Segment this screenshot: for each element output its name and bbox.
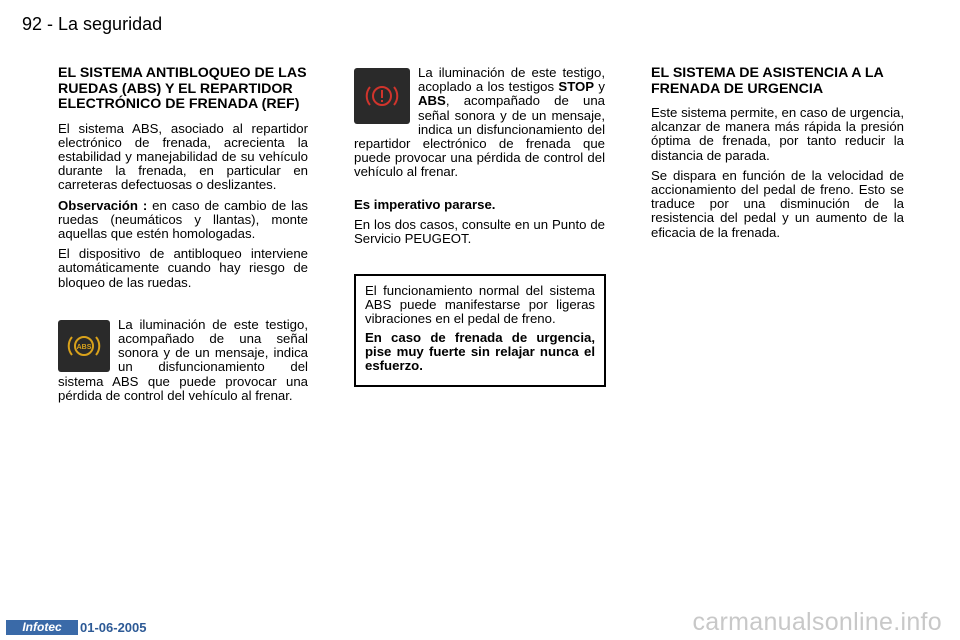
brake-assist-title: EL SISTEMA DE ASISTENCIA A LA FRENADA DE URGENCIA xyxy=(651,65,884,97)
ref-paragraph-2: Es imperativo pararse. xyxy=(354,196,496,212)
footer-date: 01-06-2005 xyxy=(80,620,147,635)
abs-paragraph-1: El sistema ABS, asociado al repartidor electrónico de frenada, acrecienta la estabilidad y manejabilidad de su vehículo durante la frenada, en particular en carreteras defectuosas o deslizantes. xyxy=(58,120,308,193)
observation-label: Observación : xyxy=(58,197,148,213)
abs-paragraph-3: El dispositivo de antibloqueo interviene automáticamente cuando hay riesgo de bloqueo de las ruedas. xyxy=(58,246,308,290)
abs-section xyxy=(58,66,308,409)
abs-paragraph-4: La iluminación de este testigo, acompañado de una señal sonora y de un mensaje, indica un disfuncionamiento del sistema ABS que puede provocar una pérdida de control del vehículo al frenar. xyxy=(58,316,308,403)
ref-paragraph-1: La iluminación de este testigo, acoplado a los testigos STOP y ABS, acompañado de una señal sonora y de un mensaje, indica un disfuncionamiento del repartidor electrónico de frenada que puede provocar una pérdida de control del vehículo al frenar. xyxy=(354,65,605,180)
ref-warning-block xyxy=(354,66,605,180)
brake-assist-section xyxy=(651,66,904,246)
page-title: 92 - La seguridad xyxy=(22,14,163,34)
abs-section-title: EL SISTEMA ANTIBLOQUEO DE LAS RUEDAS (ABS) Y EL REPARTIDOR ELECTRÓNICO DE FRENADA (REF) xyxy=(58,65,307,112)
infotec-badge: Infotec xyxy=(6,620,78,635)
abs-warning-icon xyxy=(58,320,110,372)
brake-assist-paragraph-1: Este sistema permite, en caso de urgencia, alcanzar de manera más rápida la presión óptima de frenada, por tanto reducir la distancia de parada. xyxy=(651,105,904,163)
observation-text: en caso de cambio de las ruedas (neumáticos y llantas), monte aquellas que estén homologadas. xyxy=(58,197,309,241)
note-box xyxy=(354,274,606,387)
brake-warning-icon xyxy=(354,68,410,124)
abs-label: ABS xyxy=(418,93,446,109)
abs-observation xyxy=(58,199,308,242)
ref-paragraph-3: En los dos casos, consulte en un Punto de Servicio PEUGEOT. xyxy=(354,216,605,247)
watermark: carmanualsonline.info xyxy=(692,608,942,636)
note-paragraph-2: En caso de frenada de urgencia, pise muy fuerte sin relajar nunca el esfuerzo. xyxy=(365,329,595,374)
note-paragraph-1: El funcionamiento normal del sistema ABS puede manifestarse por ligeras vibraciones en el pedal de freno. xyxy=(365,283,595,327)
brake-assist-paragraph-2: Se dispara en función de la velocidad de accionamiento del pedal de freno. Esto se traduce por una disminución de la resistencia del pedal y un aumento de la eficacia de la frenada. xyxy=(651,167,904,240)
abs-icon-text: ABS xyxy=(76,343,92,351)
abs-warning-block xyxy=(58,318,308,403)
ref-section xyxy=(354,66,605,252)
stop-label: STOP xyxy=(558,79,595,95)
